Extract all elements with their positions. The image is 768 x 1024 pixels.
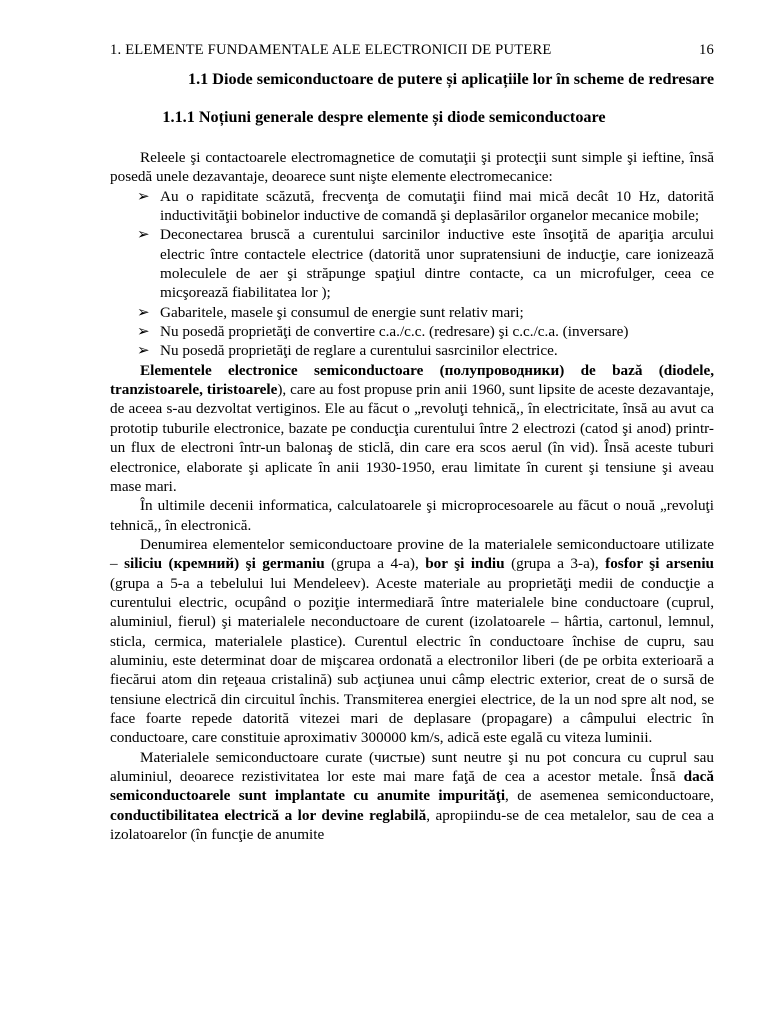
- pure-bold: dacă semiconductoarele sunt implantate cu anumite impurităţi: [110, 768, 714, 805]
- materials-text: (grupa a 5-a a tebelului lui Mendeleev). Aceste materiale au proprietăţi medii de conducţie a curentului electric, ocupând o poziţie intermediară între materialele bine conductoare (cuprul, aluminiul, fierul) şi materialele neconductoare de curent (izolatoarele – hârtia, cartonul, lemnul, sticla, cermica, materialele plastice). Curentul electric în conductoare închise de cupru, sau aluminiu, este determinat doar de mişcarea ordonată a electronilor liberi (de pe orbita exterioară a fiecărui atom din reţeaua cristalină) sub acţiunea unui câmp electric exterior, creat de o sursă de tensiune electrică din circuitul închis. Transmiterea energiei electrice, de la un nod spre alt nod, se face foarte repede datorită vitezei mari de deplasare (propagare) a câmpului electric în conductoare, care constituie aproximativ 300000 km/s, adică este egală cu viteza luminii.: [110, 574, 714, 747]
- pure-text: , de asemenea semiconductoare,: [505, 787, 714, 805]
- list-item: [137, 303, 714, 322]
- pure-bold: conductibilitatea electrică a lor devine reglabilă: [110, 806, 427, 824]
- list-item-text: Nu posedă proprietăţi de reglare a curentului sasrcinilor electrice.: [160, 342, 558, 360]
- list-item-text: Nu posedă proprietăţi de convertire c.a./c.c. (redresare) şi c.c./c.a. (inversare): [160, 323, 629, 341]
- intro-paragraph: Releele şi contactoarele electromagnetice de comutaţii şi protecţii sunt simple şi ieftine, însă posedă unele dezavantaje, deoarece sunt nişte elemente electromecanice:: [110, 149, 714, 186]
- subsection-heading: 1.1.1 Noțiuni generale despre elemente și diode semiconductoare: [162, 108, 606, 126]
- body-text: [110, 148, 714, 844]
- list-item-text: Gabaritele, masele şi consumul de energie sunt relativ mari;: [160, 303, 524, 321]
- materials-text: (grupa a 3-a),: [504, 555, 606, 573]
- bullet-arrow-icon: ➢: [137, 323, 150, 341]
- pure-text: , apropiindu-se de cea metalelor, sau de cea a izolatoarelor (în funcţie de anumite: [110, 806, 714, 844]
- pure-text: Materialele semiconductoare curate (чистые) sunt neutre şi nu pot concura cu cuprul sau aluminiul, deoarece rezistivitatea lor este mai mare faţă de cea a acestor metale. Însă: [110, 748, 714, 785]
- elements-lead-bold: Elementele electronice semiconductoare (полупроводники) de bază (diodele, tranzistoarele, tiristoarele: [110, 361, 714, 399]
- bullet-arrow-icon: ➢: [137, 187, 150, 205]
- decades-paragraph: În ultimile decenii informatica, calculatoarele şi microprocesoarele au făcut o nouă „revoluţi tehnică,, în electronică.: [110, 497, 714, 534]
- bullet-arrow-icon: ➢: [137, 226, 150, 244]
- header-chapter-title: 1. ELEMENTE FUNDAMENTALE ALE ELECTRONICII DE PUTERE: [110, 42, 552, 58]
- list-item: [137, 187, 714, 226]
- page-number: 16: [699, 42, 714, 58]
- list-item: [137, 225, 714, 302]
- materials-paragraph: [110, 535, 714, 748]
- elements-paragraph: [110, 361, 714, 496]
- materials-bold: fosfor şi arseniu: [605, 555, 714, 573]
- section-heading: 1.1 Diode semiconductoare de putere și aplicațiile lor în scheme de redresare: [187, 70, 714, 88]
- list-item-text: Au o rapiditate scăzută, frecvenţa de comutaţii fiind mai mică decât 10 Hz, datorită inductivităţii bobinelor inductive de comandă şi deplasărilor organelor mecanice mobile;: [160, 187, 714, 225]
- list-item-text: Deconectarea bruscă a curentului sarcinilor inductive este însoţită de apariţia arcului electric între contactele electrice (datorită unor supratensiuni de inducţie, care ionizează moleculele de aer şi străpunge spaţiul dintre contacte, ca un microfulger, ceea ce micşorează fiabilitatea lor );: [160, 226, 714, 302]
- list-item: [137, 341, 714, 360]
- materials-text: (grupa a 4-a),: [324, 555, 426, 573]
- pure-materials-paragraph: [110, 748, 714, 845]
- materials-text: Denumirea elementelor semiconductoare provine de la materialele semiconductoare utilizate –: [110, 535, 714, 573]
- bullet-arrow-icon: ➢: [137, 342, 150, 360]
- materials-bold: siliciu (кремний) şi germaniu: [124, 555, 325, 573]
- bullet-arrow-icon: ➢: [137, 303, 150, 321]
- disadvantages-list: [110, 187, 714, 361]
- list-item: [137, 322, 714, 341]
- elements-text: ), care au fost propuse prin anii 1960, sunt lipsite de aceste dezavantaje, de aceea s-au dezvoltat vertiginos. Ele au făcut o „revoluţi tehnică,, în electricitate, însă au avut ca prototip tuburile electronice, bazate pe conducţia curentului între 2 electrozi (catod şi anod) printr-un flux de electroni într-un balonaş de sticlă, din care era scos aerul (în vid). Însă aceste tuburi electronice, elaborate şi aplicate în anii 1930-1950, erau limitate în curent şi tensiune şi aveau mase mari.: [110, 381, 715, 495]
- materials-bold: bor şi indiu: [425, 555, 505, 573]
